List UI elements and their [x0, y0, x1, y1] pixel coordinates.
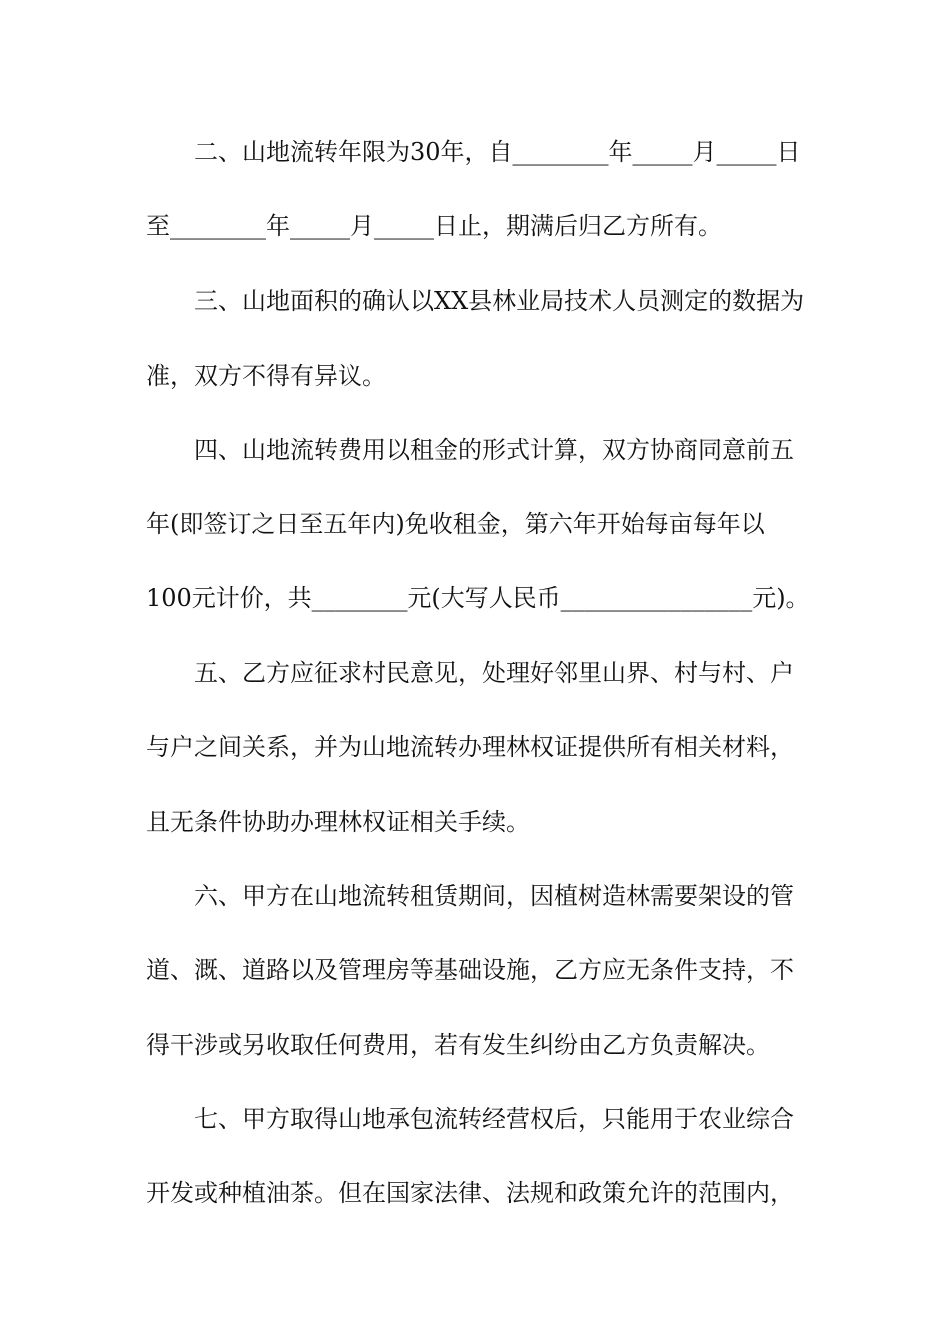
clause-3-line-2: 准，双方不得有异议。 — [146, 362, 386, 390]
clause-2-line-2: 至________年_____月_____日止，期满后归乙方所有。 — [146, 212, 722, 240]
clause-3-line-1: 三、山地面积的确认以XX县林业局技术人员测定的数据为 — [194, 287, 805, 315]
clause-5-line-2: 与户之间关系，并为山地流转办理林权证提供所有相关材料， — [146, 733, 794, 761]
clause-2-line-1: 二、山地流转年限为30年，自________年_____月_____日 — [194, 138, 801, 166]
clause-4-line-2: 年(即签订之日至五年内)免收租金，第六年开始每亩每年以 — [146, 510, 765, 538]
clause-6-line-1: 六、甲方在山地流转租赁期间，因植树造林需要架设的管 — [194, 882, 794, 910]
clause-6-line-2: 道、溉、道路以及管理房等基础设施，乙方应无条件支持，不 — [146, 956, 794, 984]
clause-7-line-1: 七、甲方取得山地承包流转经营权后，只能用于农业综合 — [194, 1105, 794, 1133]
clause-6-line-3: 得干涉或另收取任何费用，若有发生纠纷由乙方负责解决。 — [146, 1031, 770, 1059]
clause-4-line-1: 四、山地流转费用以租金的形式计算，双方协商同意前五 — [194, 436, 794, 464]
clause-7-line-2: 开发或种植油茶。但在国家法律、法规和政策允许的范围内， — [146, 1179, 794, 1207]
clause-5-line-3: 且无条件协助办理林权证相关手续。 — [146, 808, 530, 836]
clause-4-line-3: 100元计价，共________元(大写人民币________________元)。 — [146, 584, 810, 612]
clause-5-line-1: 五、乙方应征求村民意见，处理好邻里山界、村与村、户 — [194, 659, 794, 687]
